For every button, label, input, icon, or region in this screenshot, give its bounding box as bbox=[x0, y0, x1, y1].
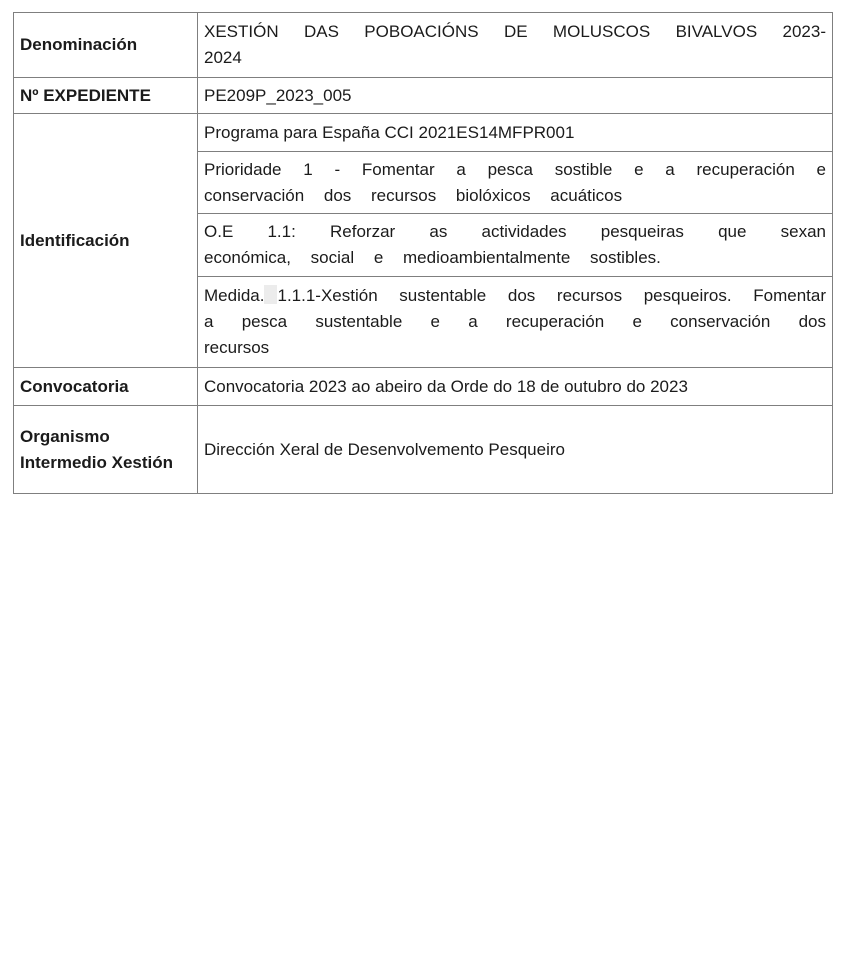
row-denominacion bbox=[14, 13, 833, 78]
identificacion-objetivo-value: O.E 1.1: Reforzar as actividades pesqueiras que sexan económica, social e medioambientalmente sostibles. bbox=[198, 214, 833, 277]
convocatoria-value: Convocatoria 2023 ao abeiro da Orde do 18 de outubro do 2023 bbox=[198, 368, 833, 406]
expediente-label: Nº EXPEDIENTE bbox=[14, 78, 198, 114]
identificacion-prioridade-value: Prioridade 1 - Fomentar a pesca sostible e a recuperación e conservación dos recursos biolóxicos acuáticos bbox=[198, 152, 833, 214]
identificacion-label: Identificación bbox=[14, 114, 198, 368]
organismo-label: Organismo Intermedio Xestión bbox=[14, 406, 198, 494]
identificacion-programa-value: Programa para España CCI 2021ES14MFPR001 bbox=[198, 114, 833, 152]
medida-body-text: 1.1.1-Xestión sustentable dos recursos pesqueiros. Fomentar a pesca sustentable e a recuperación e conservación dos recursos bbox=[204, 286, 826, 357]
denominacion-label: Denominación bbox=[14, 13, 198, 78]
row-identificacion-programa bbox=[14, 114, 833, 152]
expediente-value: PE209P_2023_005 bbox=[198, 78, 833, 114]
identificacion-medida-value bbox=[198, 277, 833, 368]
row-convocatoria bbox=[14, 368, 833, 406]
denominacion-value: XESTIÓN DAS POBOACIÓNS DE MOLUSCOS BIVALVOS 2023-2024 bbox=[198, 13, 833, 78]
expediente-info-table bbox=[13, 12, 833, 494]
convocatoria-label: Convocatoria bbox=[14, 368, 198, 406]
medida-prefix-text: Medida. bbox=[204, 286, 265, 305]
row-organismo bbox=[14, 406, 833, 494]
highlighted-space bbox=[264, 285, 277, 304]
organismo-value: Dirección Xeral de Desenvolvemento Pesqueiro bbox=[198, 406, 833, 494]
row-expediente bbox=[14, 78, 833, 114]
